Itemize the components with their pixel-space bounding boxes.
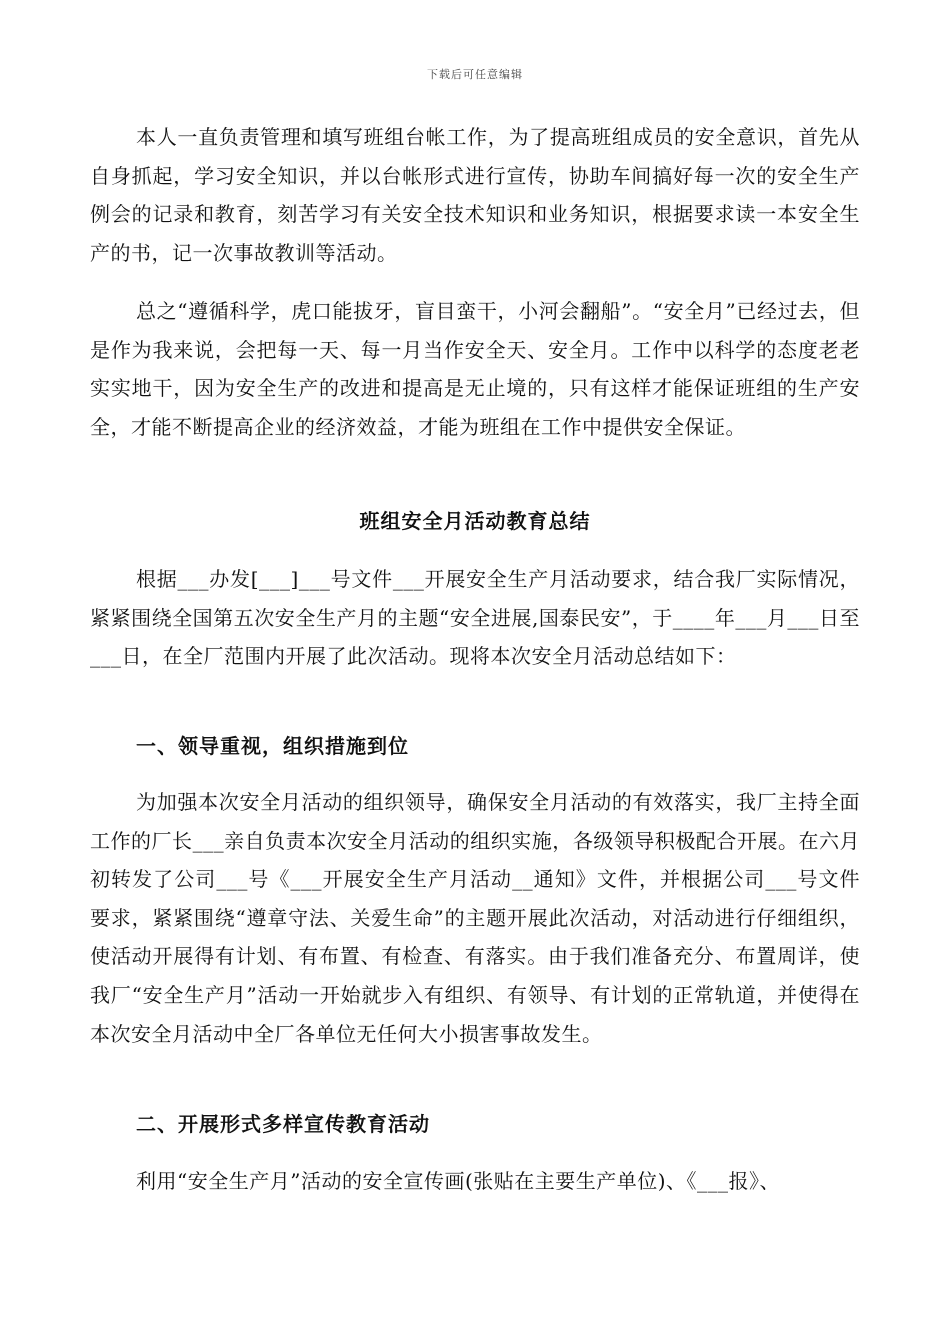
document-title: 班组安全月活动教育总结 [359,509,591,533]
section-heading-1: 一、领导重视，组织措施到位 [136,734,409,758]
paragraph-leadership: 为加强本次安全月活动的组织领导，确保安全月活动的有效落实，我厂主持全面工作的厂长___亲自负责本次安全月活动的组织实施，各级领导积极配合开展。在六月初转发了公司___号《___开展安全生产月活动__通知》文件，并根据公司___号文件要求，紧紧围绕“遵章守法、关爱生命”的主题开展此次活动，对活动进行仔细组织，使活动开展得有计划、有布置、有检查、有落实。由于我们准备充分、布置周详，使我厂“安全生产月”活动一开始就步入有组织、有领导、有计划的正常轨道，并使得在本次安全月活动中全厂各单位无任何大小损害事故发生。 [90,790,860,1046]
paragraph-intro: 根据___办发[___]___号文件___开展安全生产月活动要求，结合我厂实际情况，紧紧围绕全国第五次安全生产月的主题“安全进展,国泰民安”，于____年___月___日至___日，在全厂范围内开展了此次活动。现将本次安全月活动总结如下： [90,567,860,669]
paragraph-conclusion: 总之“遵循科学，虎口能拔牙，盲目蛮干，小河会翻船”。“安全月”已经过去，但是作为我来说，会把每一天、每一月当作安全天、安全月。工作中以科学的态度老老实实地干，因为安全生产的改进和提高是无止境的，只有这样才能保证班组的生产安全，才能不断提高企业的经济效益，才能为班组在工作中提供安全保证。 [90,299,860,439]
paragraph-ledger-work: 本人一直负责管理和填写班组台帐工作，为了提高班组成员的安全意识，首先从自身抓起，学习安全知识，并以台帐形式进行宣传，协助车间搞好每一次的安全生产例会的记录和教育，刻苦学习有关安全技术知识和业务知识，根据要求读一本安全生产的书，记一次事故教训等活动。 [90,125,860,265]
paragraph-publicity: 利用“安全生产月”活动的安全宣传画(张贴在主要生产单位)、《___报》、 [136,1169,781,1193]
section-heading-2: 二、开展形式多样宣传教育活动 [136,1112,430,1136]
page-header: 下载后可任意编辑 [427,68,523,81]
